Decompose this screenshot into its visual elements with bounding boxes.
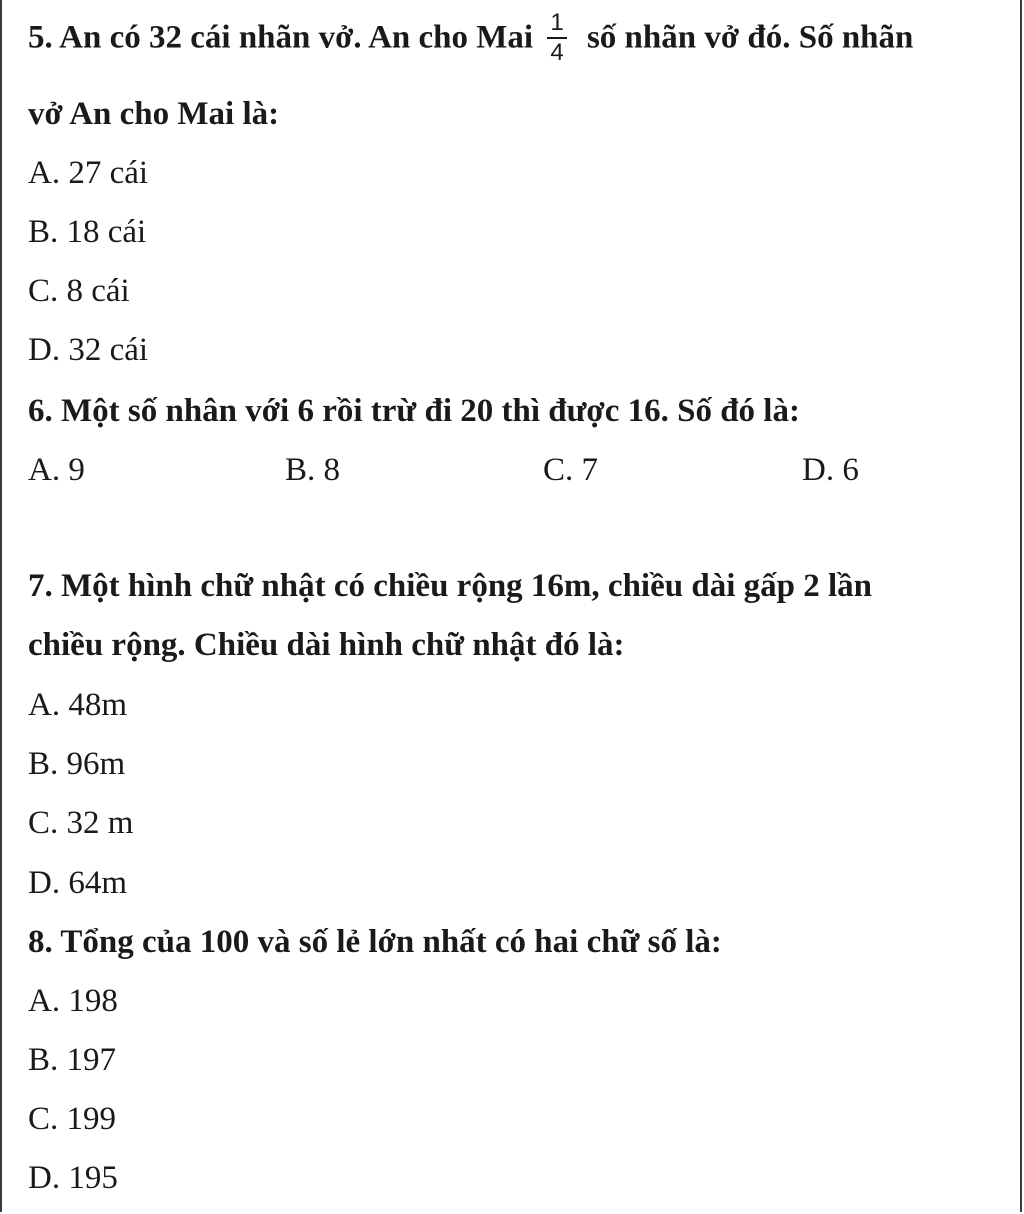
fraction-one-quarter bbox=[547, 10, 566, 66]
q8-option-b: B. 197 bbox=[28, 1042, 117, 1078]
q6-option-a: A. 9 bbox=[28, 452, 85, 488]
fraction-numerator: 1 bbox=[550, 9, 564, 36]
question-5-text-post: số nhãn vở đó. Số nhãn bbox=[586, 19, 914, 56]
q7-option-d: D. 64m bbox=[28, 865, 127, 901]
question-8: 8. Tổng của 100 và số lẻ lớn nhất có hai chữ số là: bbox=[28, 924, 722, 960]
q6-option-b: B. 8 bbox=[285, 452, 341, 488]
q8-option-a: A. 198 bbox=[28, 983, 118, 1019]
question-6: 6. Một số nhân với 6 rồi trừ đi 20 thì được 16. Số đó là: bbox=[28, 393, 800, 429]
q6-option-d: D. 6 bbox=[802, 452, 859, 488]
question-5-line-1 bbox=[28, 9, 914, 68]
q5-option-c: C. 8 cái bbox=[28, 273, 130, 309]
q7-option-b: B. 96m bbox=[28, 746, 126, 782]
fraction-denominator: 4 bbox=[550, 39, 564, 66]
question-7-line-2: chiều rộng. Chiều dài hình chữ nhật đó là: bbox=[28, 627, 625, 663]
q6-option-c: C. 7 bbox=[543, 452, 599, 488]
q5-option-b: B. 18 cái bbox=[28, 214, 147, 250]
q8-option-d: D. 195 bbox=[28, 1160, 118, 1196]
q8-option-c: C. 199 bbox=[28, 1101, 117, 1137]
q7-option-a: A. 48m bbox=[28, 687, 127, 723]
question-5-text-pre: 5. An có 32 cái nhãn vở. An cho Mai bbox=[28, 19, 534, 56]
question-7-line-1: 7. Một hình chữ nhật có chiều rộng 16m, chiều dài gấp 2 lần bbox=[28, 568, 872, 604]
question-5-line-2: vở An cho Mai là: bbox=[28, 96, 280, 132]
q5-option-a: A. 27 cái bbox=[28, 155, 149, 191]
q5-option-d: D. 32 cái bbox=[28, 332, 149, 368]
q7-option-c: C. 32 m bbox=[28, 805, 134, 841]
